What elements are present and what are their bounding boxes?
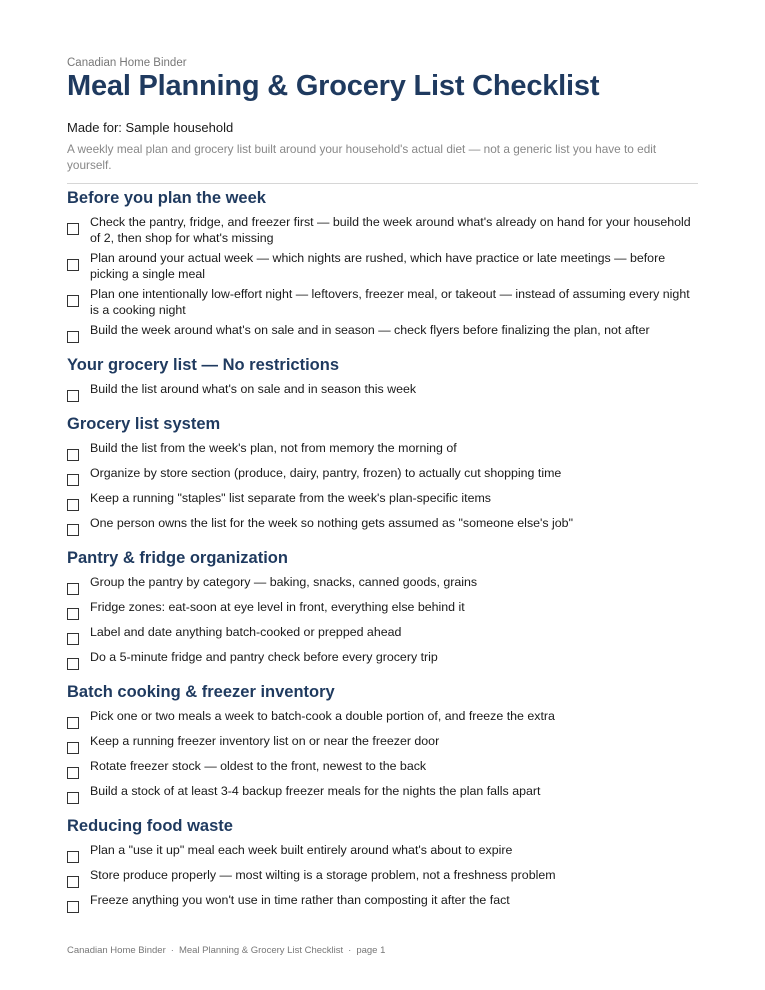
checklist-item-label: Group the pantry by category — baking, snacks, canned goods, grains — [90, 575, 478, 589]
header-divider — [67, 183, 698, 184]
checkbox[interactable] — [67, 474, 79, 486]
made-for-line: Made for: Sample household — [67, 120, 234, 135]
checklist-item — [67, 490, 698, 511]
checklist-page — [67, 56, 698, 917]
checklist-item — [67, 649, 698, 670]
checklist-item-label: Keep a running freezer inventory list on or near the freezer door — [90, 734, 440, 748]
checklist-items — [67, 842, 698, 913]
section-title: Your grocery list — No restrictions — [67, 356, 340, 374]
checklist-items — [67, 214, 698, 343]
checklist-item-label: One person owns the list for the week so nothing gets assumed as "someone else's job" — [90, 516, 573, 530]
checkbox[interactable] — [67, 583, 79, 595]
section-title: Batch cooking & freezer inventory — [67, 683, 335, 701]
footer-doc-title: Meal Planning & Grocery List Checklist — [178, 945, 344, 956]
checklist-section — [67, 188, 698, 343]
checkbox[interactable] — [67, 524, 79, 536]
checklist-items — [67, 574, 698, 670]
footer-page-number: page 1 — [356, 945, 386, 956]
checkbox[interactable] — [67, 608, 79, 620]
checkbox[interactable] — [67, 717, 79, 729]
checklist-item — [67, 286, 698, 318]
checklist-item — [67, 783, 698, 804]
checkbox[interactable] — [67, 449, 79, 461]
checklist-item — [67, 574, 698, 595]
checklist-item-label: Plan one intentionally low-effort night — leftovers, freezer meal, or takeout — instead of assuming every night is a cooking night — [90, 287, 690, 317]
page-subtitle: A weekly meal plan and grocery list built around your household's actual diet — not a generic list you have to edit yourself. — [67, 142, 657, 172]
checklist-item — [67, 250, 698, 282]
checklist-section — [67, 347, 698, 402]
checkbox[interactable] — [67, 499, 79, 511]
checkbox[interactable] — [67, 851, 79, 863]
checklist-item-label: Build the list from the week's plan, not from memory the morning of — [90, 441, 457, 455]
checkbox[interactable] — [67, 658, 79, 670]
checkbox[interactable] — [67, 742, 79, 754]
checklist-item-label: Rotate freezer stock — oldest to the front, newest to the back — [90, 759, 427, 773]
checklist-item — [67, 758, 698, 779]
checklist-item-label: Keep a running "staples" list separate from the week's plan-specific items — [90, 491, 491, 505]
footer-separator: · — [170, 945, 174, 956]
checklist-section — [67, 674, 698, 804]
checklist-item-label: Build the week around what's on sale and in season — check flyers before finalizing the plan, not after — [90, 323, 650, 337]
brand-name: Canadian Home Binder — [67, 57, 187, 69]
checklist-item — [67, 867, 698, 888]
checklist-item-label: Label and date anything batch-cooked or prepped ahead — [90, 625, 402, 639]
section-title: Grocery list system — [67, 415, 221, 433]
checkbox[interactable] — [67, 259, 79, 271]
checklist-sections — [67, 188, 698, 913]
checklist-item-label: Build a stock of at least 3-4 backup freezer meals for the nights the plan falls apart — [90, 784, 541, 798]
checklist-section — [67, 406, 698, 536]
checkbox[interactable] — [67, 767, 79, 779]
checkbox[interactable] — [67, 876, 79, 888]
checkbox[interactable] — [67, 390, 79, 402]
checklist-item — [67, 708, 698, 729]
checkbox[interactable] — [67, 901, 79, 913]
checklist-item-label: Check the pantry, fridge, and freezer first — build the week around what's already on hand for your household of 2, then shop for what's missing — [90, 215, 691, 245]
checklist-section — [67, 808, 698, 913]
checklist-item-label: Plan a "use it up" meal each week built entirely around what's about to expire — [90, 843, 513, 857]
section-title: Reducing food waste — [67, 817, 233, 835]
checklist-item-label: Store produce properly — most wilting is a storage problem, not a freshness problem — [90, 868, 556, 882]
checklist-item — [67, 733, 698, 754]
checklist-item — [67, 515, 698, 536]
checkbox[interactable] — [67, 792, 79, 804]
section-title: Before you plan the week — [67, 189, 266, 207]
checklist-item-label: Plan around your actual week — which nights are rushed, which have practice or late meetings — before picking a single meal — [90, 251, 666, 281]
checklist-items — [67, 708, 698, 804]
checklist-item-label: Do a 5-minute fridge and pantry check before every grocery trip — [90, 650, 438, 664]
page-title: Meal Planning & Grocery List Checklist — [67, 70, 600, 102]
checklist-items — [67, 440, 698, 536]
checklist-item-label: Pick one or two meals a week to batch-cook a double portion of, and freeze the extra — [90, 709, 555, 723]
checkbox[interactable] — [67, 331, 79, 343]
checklist-item — [67, 214, 698, 246]
checklist-section — [67, 540, 698, 670]
checklist-item-label: Build the list around what's on sale and in season this week — [90, 382, 417, 396]
checklist-item — [67, 599, 698, 620]
checklist-item-label: Freeze anything you won't use in time rather than composting it after the fact — [90, 893, 510, 907]
checklist-item — [67, 624, 698, 645]
checklist-item — [67, 892, 698, 913]
checkbox[interactable] — [67, 633, 79, 645]
section-title: Pantry & fridge organization — [67, 549, 288, 567]
checklist-item — [67, 842, 698, 863]
checklist-item — [67, 465, 698, 486]
checklist-item-label: Fridge zones: eat-soon at eye level in front, everything else behind it — [90, 600, 465, 614]
checklist-item — [67, 381, 698, 402]
checklist-items — [67, 381, 698, 402]
checklist-item-label: Organize by store section (produce, dairy, pantry, frozen) to actually cut shopping time — [90, 466, 562, 480]
footer-brand: Canadian Home Binder — [67, 945, 166, 956]
checklist-item — [67, 322, 698, 343]
page-footer — [67, 945, 385, 957]
checkbox[interactable] — [67, 295, 79, 307]
checkbox[interactable] — [67, 223, 79, 235]
checklist-item — [67, 440, 698, 461]
footer-separator: · — [348, 945, 352, 956]
